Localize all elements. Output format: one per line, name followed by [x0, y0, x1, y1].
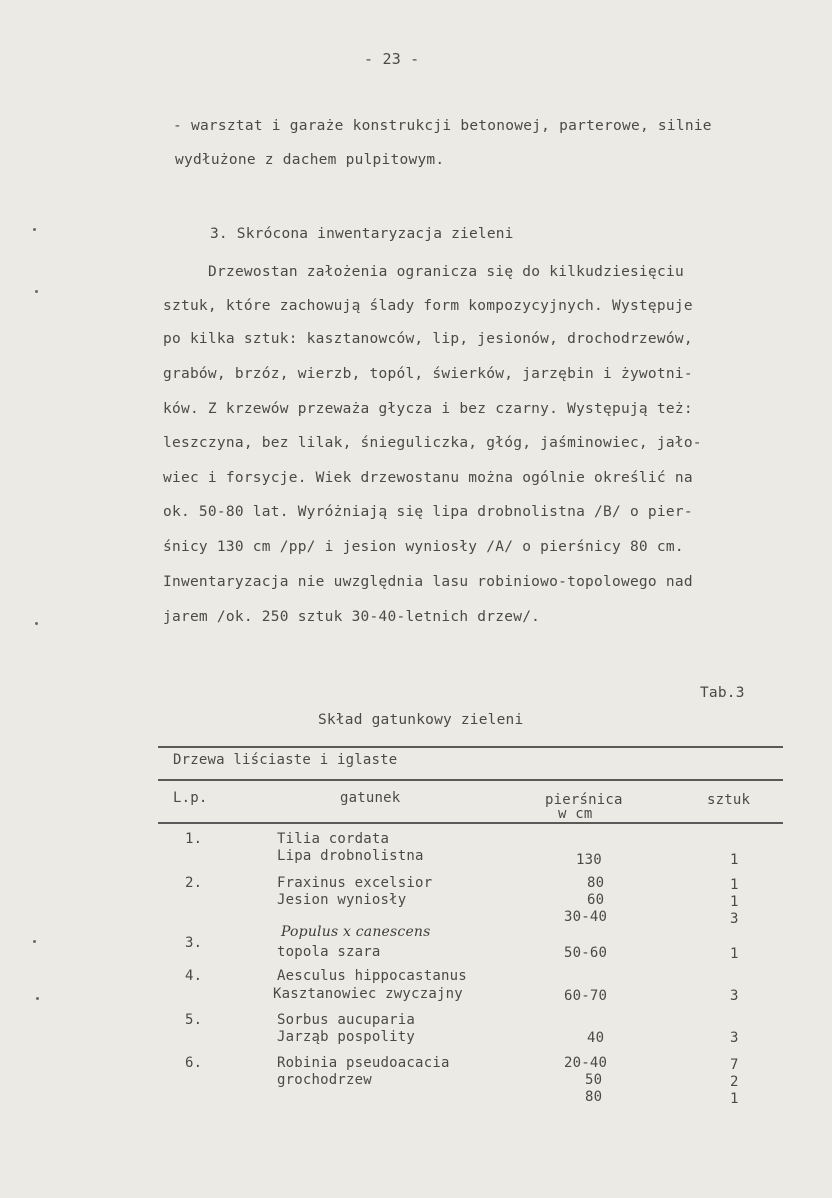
- row-lp: 5.: [185, 1012, 203, 1028]
- margin-dot: [33, 228, 36, 231]
- row-sztuk: 3: [730, 1030, 739, 1046]
- intro-line: - warsztat i garaże konstrukcji betonowej, parterowe, silnie: [173, 118, 712, 134]
- paragraph-line: ok. 50-80 lat. Wyróżniają się lipa drobnolistna /B/ o pier-: [163, 504, 693, 520]
- row-latin-name: Robinia pseudoacacia: [277, 1055, 450, 1071]
- row-sztuk: 2: [730, 1074, 739, 1090]
- paragraph-line: leszczyna, bez lilak, śnieguliczka, głóg, jaśminowiec, jało-: [163, 435, 702, 451]
- row-lp: 3.: [185, 935, 203, 951]
- row-sztuk: 3: [730, 988, 739, 1004]
- row-common-name: grochodrzew: [277, 1072, 372, 1088]
- row-piersnica: 40: [587, 1030, 605, 1046]
- row-lp: 6.: [185, 1055, 203, 1071]
- row-piersnica: 80: [587, 875, 605, 891]
- row-piersnica: 20-40: [564, 1055, 608, 1071]
- table-title: Skład gatunkowy zieleni: [318, 712, 524, 728]
- table-section-label: Drzewa liściaste i iglaste: [173, 752, 398, 768]
- row-common-name: Jesion wyniosły: [277, 892, 407, 908]
- paragraph-line: jarem /ok. 250 sztuk 30-40-letnich drzew/.: [163, 609, 541, 625]
- row-lp: 4.: [185, 968, 203, 984]
- paragraph-line: sztuk, które zachowują ślady form kompozycyjnych. Występuje: [163, 298, 693, 314]
- margin-dot: [35, 622, 38, 625]
- row-sztuk: 7: [730, 1057, 739, 1073]
- row-piersnica: 50: [585, 1072, 603, 1088]
- column-header-piersnica: pierśnica: [545, 792, 623, 808]
- row-common-name: Kasztanowiec zwyczajny: [273, 986, 463, 1002]
- row-latin-name: Tilia cordata: [277, 831, 390, 847]
- paragraph-line: grabów, brzóz, wierzb, topól, świerków, jarzębin i żywotni-: [163, 366, 693, 382]
- paragraph-line: wiec i forsycje. Wiek drzewostanu można ogólnie określić na: [163, 470, 693, 486]
- row-latin-name-handwritten: Populus x canescens: [281, 924, 431, 940]
- table-reference: Tab.3: [700, 685, 745, 701]
- row-common-name: Lipa drobnolistna: [277, 848, 424, 864]
- margin-dot: [33, 940, 36, 943]
- paragraph-line: po kilka sztuk: kasztanowców, lip, jesionów, drochodrzewów,: [163, 331, 693, 347]
- row-sztuk: 1: [730, 894, 739, 910]
- row-piersnica: 80: [585, 1089, 603, 1105]
- row-latin-name: Sorbus aucuparia: [277, 1012, 416, 1028]
- row-sztuk: 1: [730, 877, 739, 893]
- column-header-lp: L.p.: [173, 790, 208, 806]
- section-heading: 3. Skrócona inwentaryzacja zieleni: [210, 226, 514, 242]
- row-piersnica: 130: [576, 852, 602, 868]
- row-piersnica: 60-70: [564, 988, 608, 1004]
- intro-line: wydłużone z dachem pulpitowym.: [175, 152, 445, 168]
- paragraph-line: ków. Z krzewów przeważa głycza i bez czarny. Występują też:: [163, 401, 693, 417]
- paragraph-line: śnicy 130 cm /pp/ i jesion wyniosły /A/ o pierśnicy 80 cm.: [163, 539, 684, 555]
- row-latin-name: Fraxinus excelsior: [277, 875, 433, 891]
- column-header-gatunek: gatunek: [340, 790, 401, 806]
- row-lp: 2.: [185, 875, 203, 891]
- row-sztuk: 1: [730, 1091, 739, 1107]
- margin-dot: [36, 997, 39, 1000]
- row-sztuk: 1: [730, 946, 739, 962]
- page-number: - 23 -: [364, 50, 420, 68]
- table-rule-section: [158, 779, 783, 781]
- row-piersnica: 50-60: [564, 945, 608, 961]
- margin-dot: [35, 290, 38, 293]
- table-rule-top: [158, 746, 783, 748]
- row-latin-name: Aesculus hippocastanus: [277, 968, 467, 984]
- row-piersnica: 60: [587, 892, 605, 908]
- row-piersnica: 30-40: [564, 909, 608, 925]
- column-header-piersnica-unit: w cm: [558, 806, 593, 822]
- row-common-name: Jarząb pospolity: [277, 1029, 416, 1045]
- table-rule-header: [158, 822, 783, 824]
- row-lp: 1.: [185, 831, 203, 847]
- row-common-name: topola szara: [277, 944, 381, 960]
- column-header-sztuk: sztuk: [707, 792, 751, 808]
- paragraph-line: Drzewostan założenia ogranicza się do kilkudziesięciu: [208, 264, 684, 280]
- paragraph-line: Inwentaryzacja nie uwzględnia lasu robiniowo-topolowego nad: [163, 574, 693, 590]
- row-sztuk: 1: [730, 852, 739, 868]
- row-sztuk: 3: [730, 911, 739, 927]
